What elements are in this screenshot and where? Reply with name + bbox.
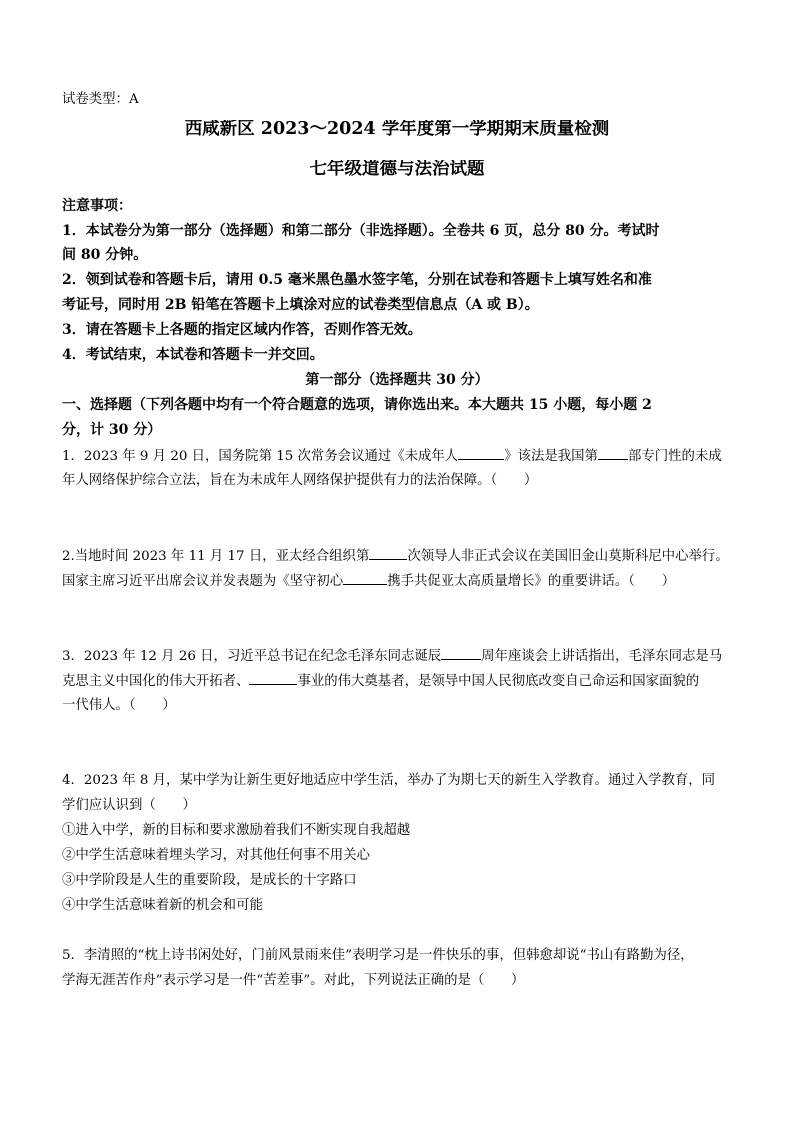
answer-blank — [343, 572, 387, 585]
notice-heading: 注意事项： — [62, 198, 132, 214]
question-5-line-1: 5．李清照的“枕上诗书闲处好，门前风景雨来佳”表明学习是一件快乐的事，但韩愈却说“书山有路勤为径， — [62, 948, 694, 963]
q3-text-2: 周年座谈会上讲话指出，毛泽东同志是马 — [481, 649, 723, 664]
question-3-line-3: 一代伟人。（ ） — [62, 698, 176, 713]
notice-item-1a: 1．本试卷分为第一部分（选择题）和第二部分（非选择题）。全卷共 6 页，总分 80 分。考试时 — [62, 223, 660, 239]
q3-text-4: 事业的伟大奠基者，是领导中国人民彻底改变自己命运和国家面貌的 — [297, 674, 700, 689]
question-1-line-1 — [62, 447, 742, 466]
notice-item-3: 3．请在答题卡上各题的指定区域内作答，否则作答无效。 — [62, 322, 422, 338]
q1-text-1: 1．2023 年 9 月 20 日，国务院第 15 次常务会议通过《未成年人 — [62, 449, 459, 464]
q1-text-2: 》该法是我国第 — [504, 449, 598, 464]
notice-item-4: 4．考试结束，本试卷和答题卡一并交回。 — [62, 347, 324, 363]
q4-statement-3: ③中学阶段是人生的重要阶段，是成长的十字路口 — [62, 873, 357, 888]
answer-blank — [249, 672, 297, 685]
section-heading-a: 一、选择题（下列各题中均有一个符合题意的选项，请你选出来。本大题共 15 小题，每小题 2 — [62, 397, 652, 413]
answer-blank — [458, 447, 504, 460]
question-3-line-1 — [62, 647, 742, 666]
q3-text-3: 克思主义中国化的伟大开拓者、 — [62, 674, 250, 689]
answer-blank — [598, 447, 628, 460]
part1-heading: 第一部分（选择题共 30 分） — [305, 372, 489, 388]
question-1-line-2: 年人网络保护综合立法，旨在为未成年人网络保护提供有力的法治保障。（ ） — [62, 473, 538, 488]
notice-item-2a: 2．领到试卷和答题卡后，请用 0.5 毫米黑色墨水签字笔，分别在试卷和答题卡上填写姓名和准 — [62, 272, 652, 288]
q2-text-4: 携手共促亚太高质量增长》的重要讲话。（ ） — [387, 574, 676, 589]
paper-type: 试卷类型：A — [62, 92, 139, 107]
question-2-line-1 — [62, 547, 742, 566]
answer-blank — [369, 547, 407, 560]
q4-statement-2: ②中学生活意味着埋头学习，对其他任何事不用关心 — [62, 848, 370, 863]
section-heading-b: 分，计 30 分） — [62, 422, 162, 438]
q2-text-3: 国家主席习近平出席会议并发表题为《坚守初心 — [62, 574, 344, 589]
exam-subtitle: 七年级道德与法治试题 — [309, 160, 485, 178]
answer-blank — [441, 647, 481, 660]
question-3-line-2 — [62, 672, 742, 691]
q4-statement-1: ①进入中学，新的目标和要求激励着我们不断实现自我超越 — [62, 823, 411, 838]
q1-text-3: 部专门性的未成 — [627, 449, 722, 464]
notice-item-1b: 间 80 分钟。 — [62, 247, 148, 263]
question-2-line-2 — [62, 572, 742, 591]
q2-text-2: 次领导人非正式会议在美国旧金山莫斯科尼中心举行。 — [407, 549, 729, 564]
q4-statement-4: ④中学生活意味着新的机会和可能 — [62, 898, 263, 913]
q2-text-1: 2.当地时间 2023 年 11 月 17 日，亚太经合组织第 — [62, 549, 370, 564]
question-4-line-1: 4．2023 年 8 月，某中学为让新生更好地适应中学生活，举办了为期七天的新生入学教育。通过入学教育，同 — [62, 773, 716, 788]
q3-text-1: 3．2023 年 12 月 26 日，习近平总书记在纪念毛泽东同志诞辰 — [62, 649, 442, 664]
notice-item-2b: 考证号，同时用 2B 铅笔在答题卡上填涂对应的试卷类型信息点（A 或 B）。 — [62, 297, 539, 313]
exam-title: 西咸新区 2023～2024 学年度第一学期期末质量检测 — [184, 120, 610, 138]
question-5-line-2: 学海无涯苦作舟”表示学习是一件“苦差事”。对此，下列说法正确的是（ ） — [62, 973, 525, 988]
question-4-line-2: 学们应认识到（ ） — [62, 798, 196, 813]
